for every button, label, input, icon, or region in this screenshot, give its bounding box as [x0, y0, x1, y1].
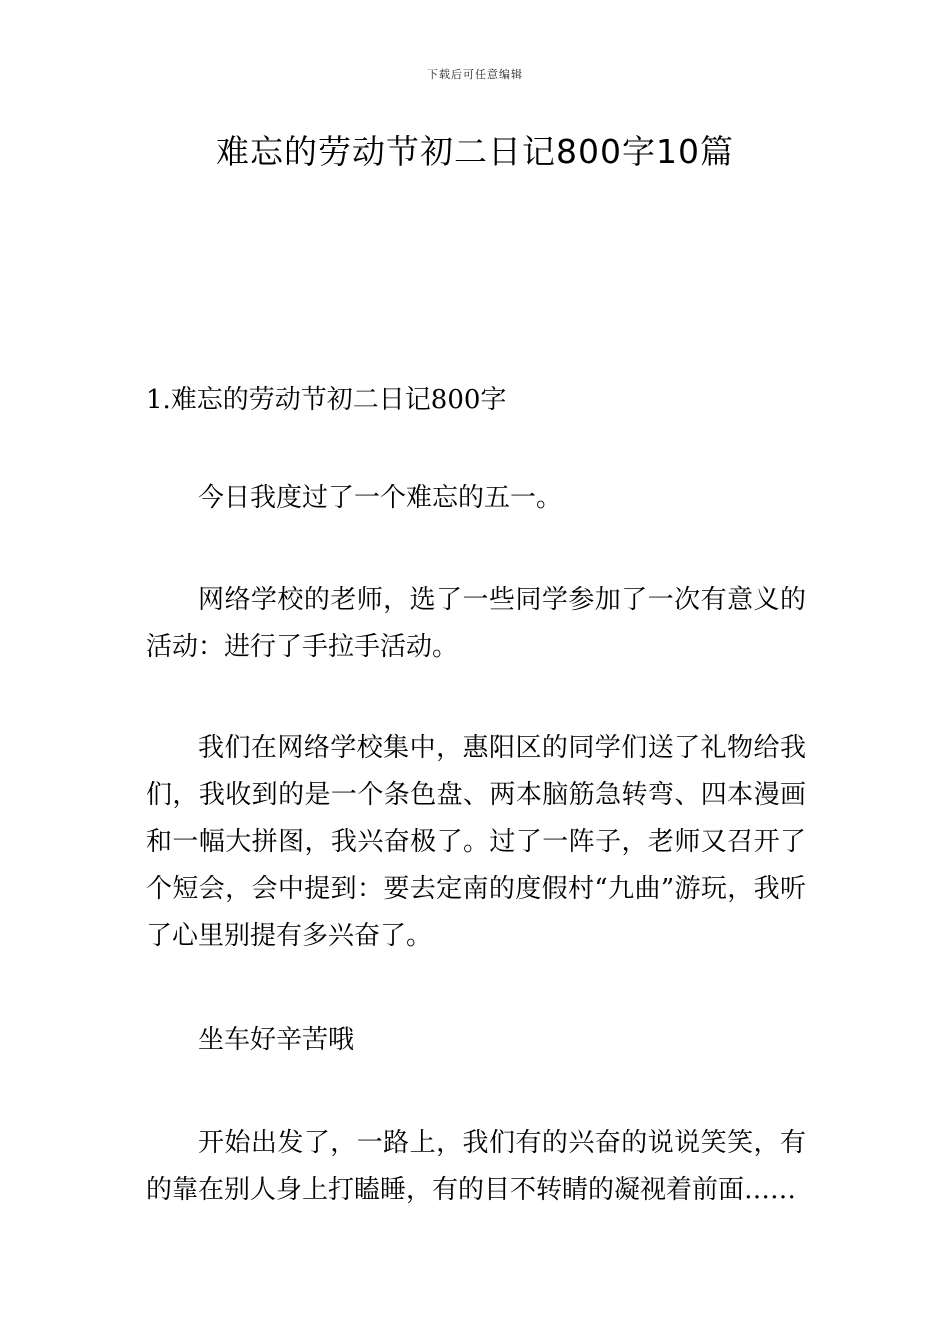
paragraph: 我们在网络学校集中，惠阳区的同学们送了礼物给我们，我收到的是一个条色盘、两本脑筋急转弯、四本漫画和一幅大拼图，我兴奋极了。过了一阵子，老师又召开了个短会，会中提到：要去定南的度假村“九曲”游玩，我听了心里别提有多兴奋了。	[146, 733, 806, 951]
document-title: 难忘的劳动节初二日记800字10篇	[216, 132, 734, 171]
paragraph: 网络学校的老师，选了一些同学参加了一次有意义的活动：进行了手拉手活动。	[146, 585, 806, 662]
subheading-paragraph: 坐车好辛苦哦	[198, 1025, 355, 1055]
section-heading: 1.难忘的劳动节初二日记800字	[146, 385, 507, 415]
page-header-note: 下载后可任意编辑	[427, 68, 523, 81]
paragraph: 开始出发了，一路上，我们有的兴奋的说说笑笑，有的靠在别人身上打瞌睡，有的目不转睛的凝视着前面……	[146, 1128, 806, 1205]
paragraph: 今日我度过了一个难忘的五一。	[198, 483, 563, 513]
